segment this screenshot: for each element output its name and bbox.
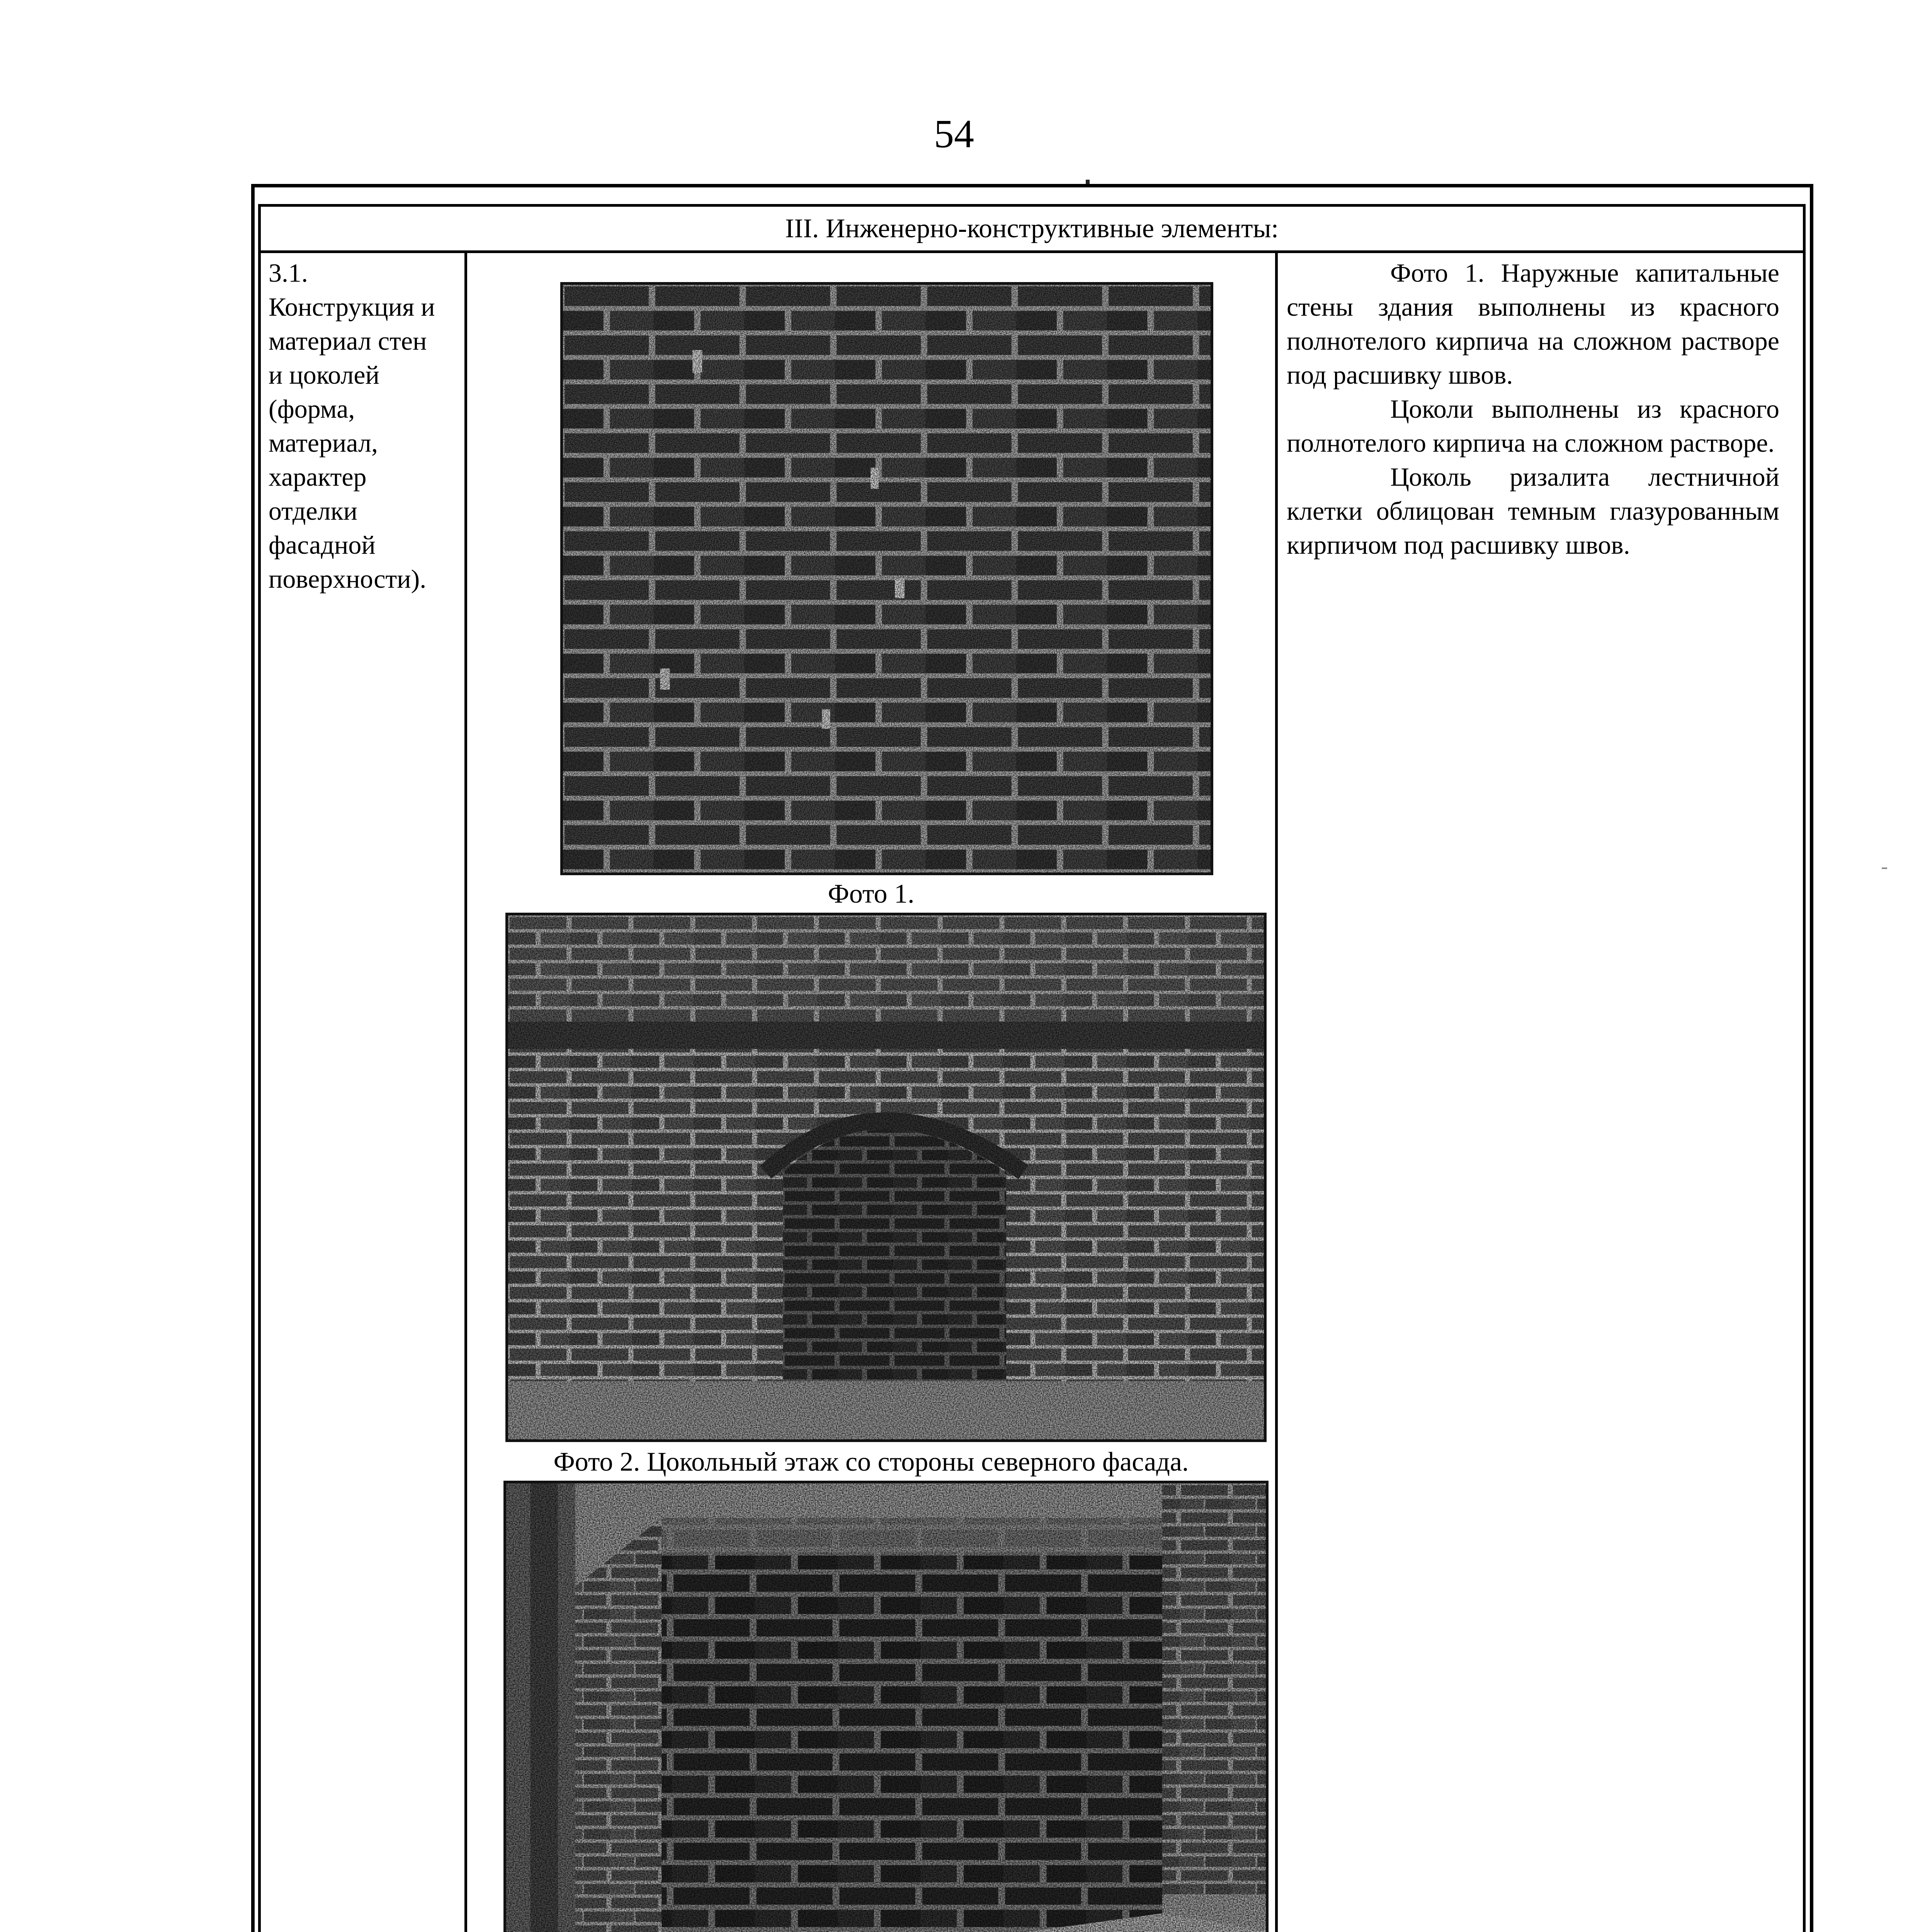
page-number: 54 [934, 112, 974, 156]
row-3-1-description [1287, 256, 1779, 562]
label-line: отделки [269, 496, 358, 526]
photo-2-plinth-north-facade [505, 913, 1267, 1442]
label-line: материал, [269, 428, 378, 457]
label-line: фасадной [269, 530, 376, 560]
description-paragraph: Фото 1. Наружные капитальные стены здания выполнены из красного полнотелого кирпича на сложном растворе под расшивку швов. [1287, 258, 1779, 389]
photo-1-brick-wall [560, 282, 1213, 875]
column-divider-2 [1275, 250, 1278, 1932]
photo-3-stair-risalit-plinth [503, 1481, 1269, 1932]
table-top-border [258, 204, 1806, 207]
header-row-divider [258, 250, 1806, 253]
table-left-border [258, 204, 261, 1932]
description-paragraph: Цоколь ризалита лестничной клетки облицован темным глазурованным кирпичом под расшивку швов. [1287, 462, 1779, 560]
scan-mark [1882, 867, 1887, 869]
label-line: поверхности). [269, 564, 427, 594]
photo-2-caption: Фото 2. Цокольный этаж со стороны северного фасада. [553, 1447, 1189, 1477]
description-paragraph: Цоколи выполнены из красного полнотелого кирпича на сложном растворе. [1287, 394, 1779, 457]
label-line: и цоколей [269, 360, 379, 389]
label-line: (форма, [269, 394, 355, 423]
section-title: III. Инженерно-конструктивные элементы: [785, 214, 1279, 243]
label-line: характер [269, 462, 367, 492]
photo-1-caption: Фото 1. [828, 879, 915, 909]
table-right-border [1803, 204, 1806, 1932]
column-divider-1 [464, 250, 467, 1932]
row-3-1-label [269, 256, 462, 596]
label-line: 3.1. [269, 258, 308, 287]
label-line: Конструкция и [269, 292, 435, 321]
label-line: материал стен [269, 326, 427, 355]
